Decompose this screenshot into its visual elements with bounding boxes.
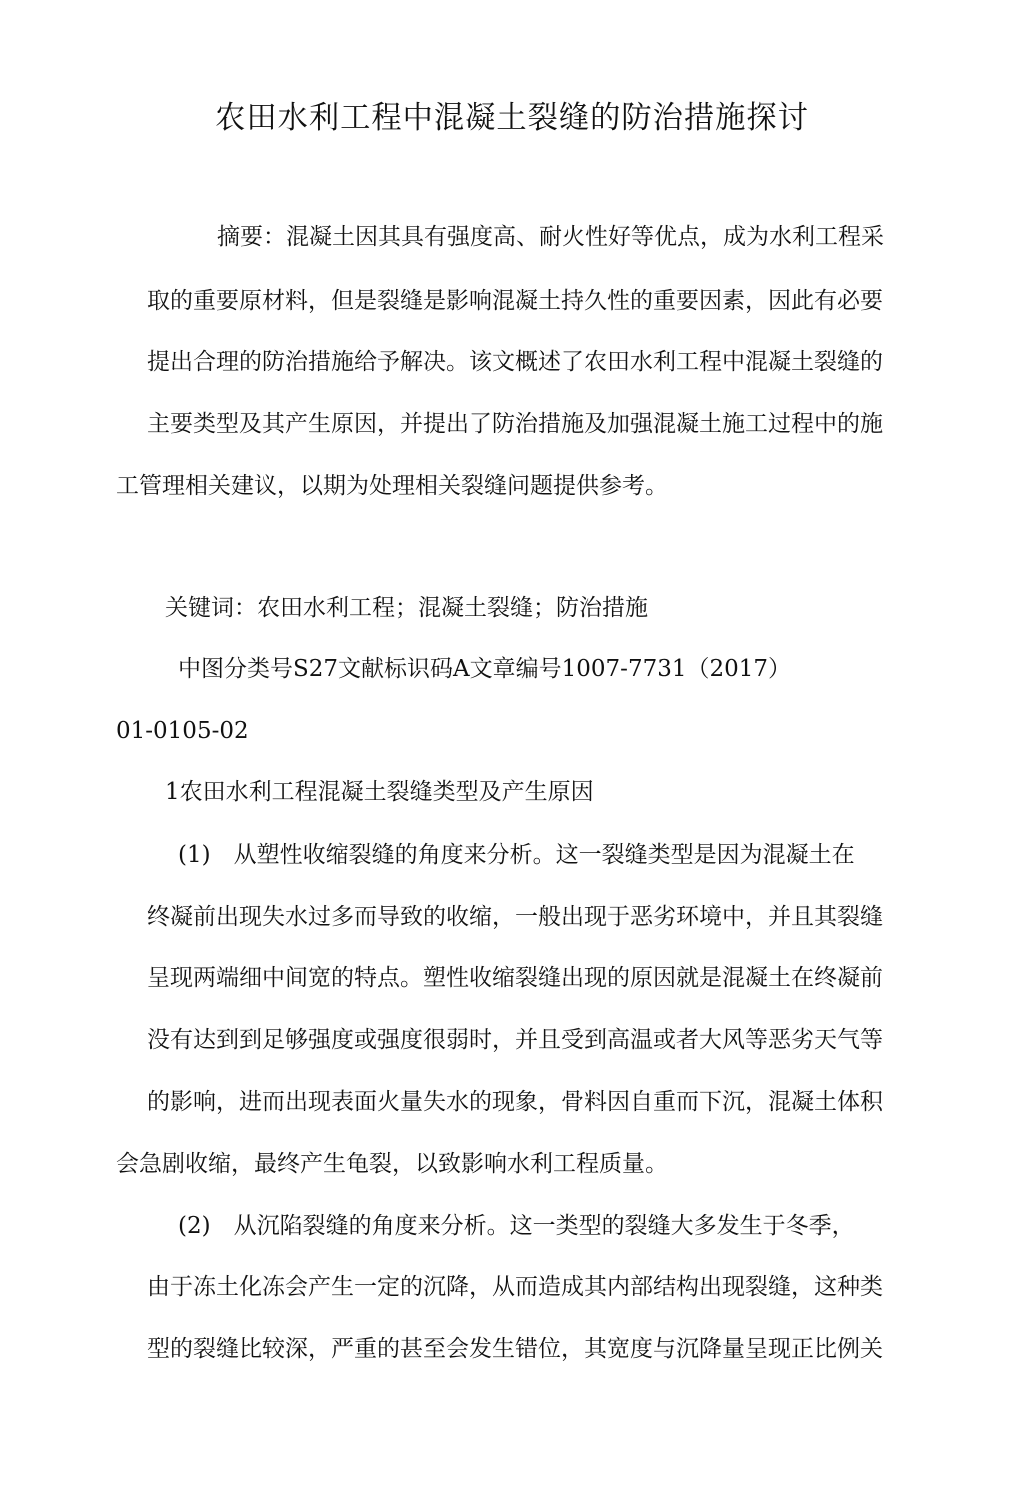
classification-line: 中图分类号S27文献标识码A文章编号1007-7731（2017） (178, 656, 792, 682)
classification-line: 01-0105-02 (116, 718, 249, 744)
abstract-line: 工管理相关建议，以期为处理相关裂缝问题提供参考。 (116, 473, 668, 499)
paragraph-line: 终凝前出现失水过多而导致的收缩，一般出现于恶劣环境中，并且其裂缝 (147, 904, 883, 930)
paragraph-line: 的影响，进而出现表面火量失水的现象，骨料因自重而下沉，混凝土体积 (147, 1089, 883, 1115)
paragraph-line: (1) 从塑性收缩裂缝的角度来分析。这一裂缝类型是因为混凝土在 (178, 842, 855, 868)
paragraph-line: 会急剧收缩，最终产生龟裂，以致影响水利工程质量。 (116, 1151, 668, 1177)
document-title: 农田水利工程中混凝土裂缝的防治措施探讨 (215, 100, 809, 136)
paragraph-line: 没有达到到足够强度或强度很弱时，并且受到高温或者大风等恶劣天气等 (147, 1027, 883, 1053)
paragraph-line: 由于冻土化冻会产生一定的沉降，从而造成其内部结构出现裂缝，这种类 (147, 1274, 883, 1300)
abstract-line: 取的重要原材料，但是裂缝是影响混凝土持久性的重要因素，因此有必要 (147, 288, 883, 314)
abstract-line: 提出合理的防治措施给予解决。该文概述了农田水利工程中混凝土裂缝的 (147, 349, 883, 375)
keywords-line: 关键词：农田水利工程；混凝土裂缝；防治措施 (165, 595, 648, 621)
abstract-line: 摘要：混凝土因其具有强度高、耐火性好等优点，成为水利工程采 (217, 224, 884, 250)
abstract-line: 主要类型及其产生原因，并提出了防治措施及加强混凝土施工过程中的施 (147, 411, 883, 437)
section-heading: 1农田水利工程混凝土裂缝类型及产生原因 (165, 779, 594, 805)
paragraph-line: 型的裂缝比较深，严重的甚至会发生错位，其宽度与沉降量呈现正比例关 (147, 1336, 883, 1362)
paragraph-line: (2) 从沉陷裂缝的角度来分析。这一类型的裂缝大多发生于冬季， (178, 1213, 855, 1239)
paragraph-line: 呈现两端细中间宽的特点。塑性收缩裂缝出现的原因就是混凝土在终凝前 (147, 965, 883, 991)
